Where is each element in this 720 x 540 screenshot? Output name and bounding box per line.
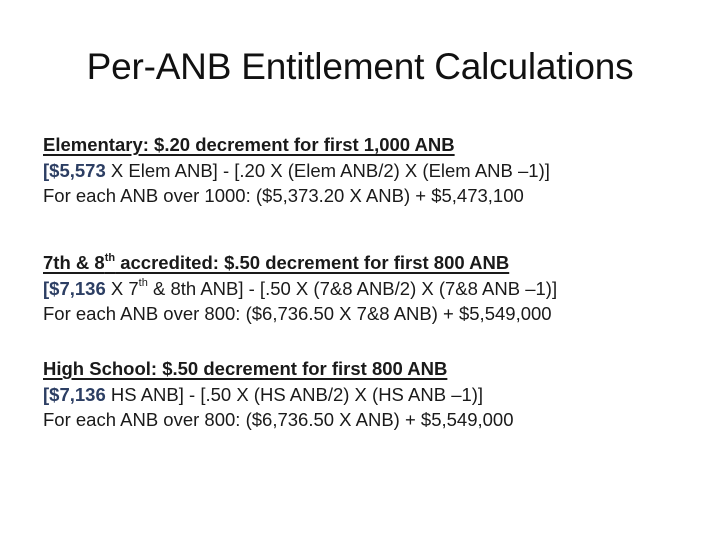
elementary-over-formula: For each ANB over 1000: ($5,373.20 X ANB) + $5,473,100 <box>43 185 524 206</box>
section-high-school <box>43 356 703 433</box>
seventh-eighth-formula-amount: [$7,136 <box>43 277 106 299</box>
seventh-eighth-heading-part-b: accredited: $.50 decrement for first 800 ANB <box>115 252 510 273</box>
seventh-eighth-formula-superscript: th <box>138 277 148 290</box>
seventh-eighth-over-formula: For each ANB over 800: ($6,736.50 X 7&8 ANB) + $5,549,000 <box>43 303 552 324</box>
high-school-formula-rest: HS ANB] - [.50 X (HS ANB/2) X (HS ANB –1)] <box>105 383 484 405</box>
high-school-heading: High School: $.50 decrement for first 800 ANB <box>43 358 448 379</box>
seventh-eighth-heading-part-a: 7th & 8 <box>43 252 105 273</box>
seventh-eighth-heading <box>43 250 703 276</box>
high-school-over-formula: For each ANB over 800: ($6,736.50 X ANB) + $5,549,000 <box>43 409 514 430</box>
elementary-heading: Elementary: $.20 decrement for first 1,000 ANB <box>43 134 455 155</box>
section-elementary <box>43 132 703 209</box>
elementary-formula-rest: X Elem ANB] - [.20 X (Elem ANB/2) X (Elem ANB –1)] <box>105 159 550 181</box>
elementary-formula-amount: [$5,573 <box>43 159 106 181</box>
seventh-eighth-formula-part-a: X 7 <box>105 277 139 299</box>
seventh-eighth-formula <box>43 276 703 302</box>
seventh-eighth-heading-superscript: th <box>104 251 116 264</box>
slide-title: Per-ANB Entitlement Calculations <box>86 46 634 87</box>
seventh-eighth-formula-part-b: & 8th ANB] - [.50 X (7&8 ANB/2) X (7&8 ANB –1)] <box>147 277 558 299</box>
high-school-formula-amount: [$7,136 <box>43 383 106 405</box>
high-school-formula <box>43 382 703 408</box>
section-seventh-eighth <box>43 250 703 327</box>
elementary-formula <box>43 158 703 184</box>
